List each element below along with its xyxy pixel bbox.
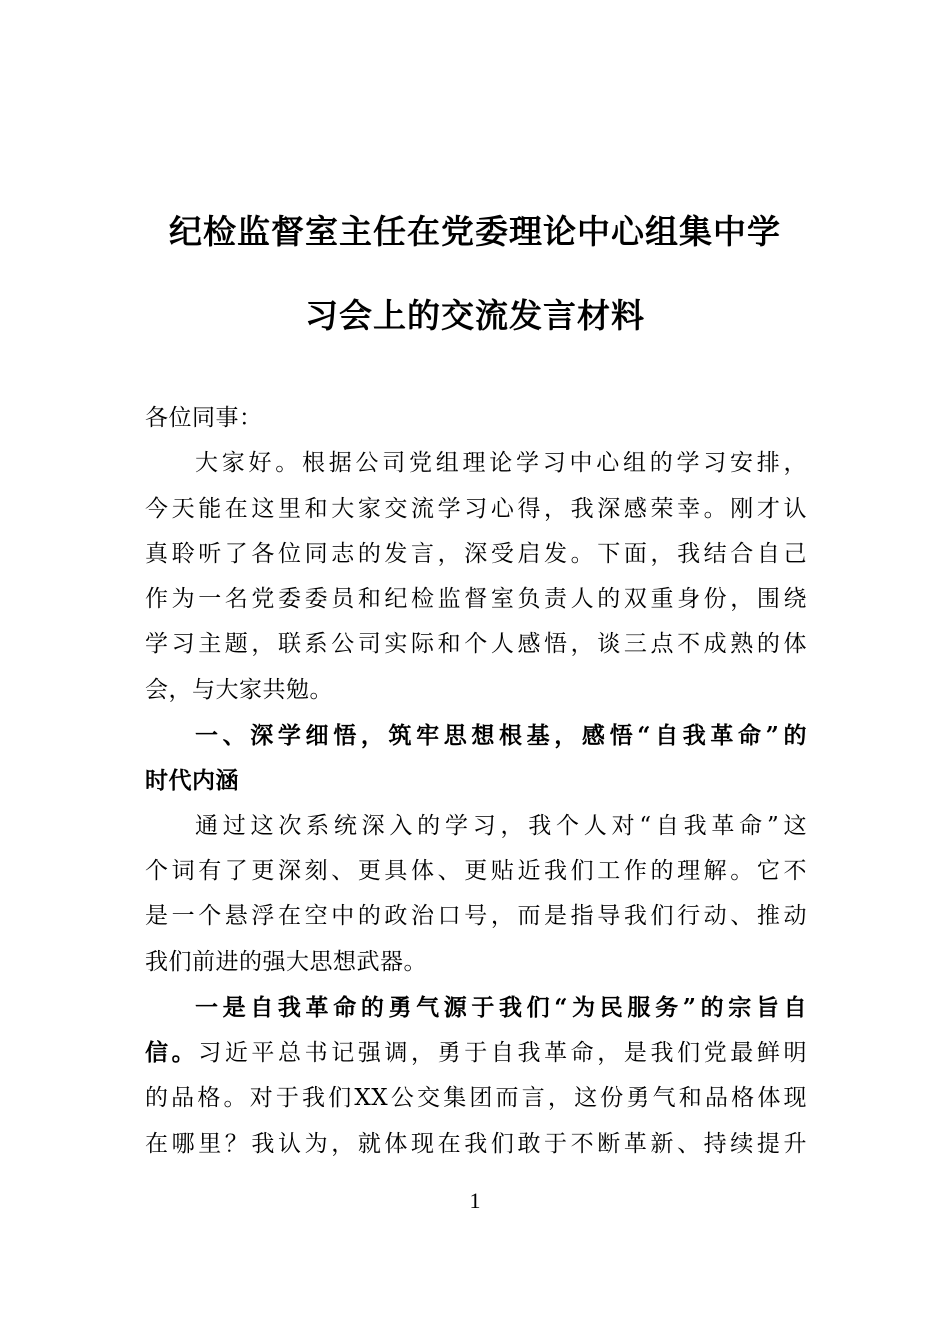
section-heading-1-line-2: 时代内涵 (145, 767, 239, 795)
paragraph-3-line-1: 一是自我革命的勇气源于我们“为民服务”的宗旨自 (195, 993, 807, 1021)
paragraph-3-line-4: 在哪里？我认为，就体现在我们敢于不断革新、持续提升 (145, 1130, 807, 1157)
paragraph-2-line-2: 个词有了更深刻、更具体、更贴近我们工作的理解。它不 (145, 857, 807, 884)
paragraph-1-line-3: 真聆听了各位同志的发言，深受启发。下面，我结合自己 (145, 540, 807, 567)
paragraph-1-line-2: 今天能在这里和大家交流学习心得，我深感荣幸。刚才认 (145, 495, 807, 522)
paragraph-2-line-4: 我们前进的强大思想武器。 (145, 948, 427, 975)
page-number: 1 (469, 1188, 481, 1213)
paragraph-2-line-3: 是一个悬浮在空中的政治口号，而是指导我们行动、推动 (145, 903, 807, 930)
paragraph-2-line-1: 通过这次系统深入的学习，我个人对“自我革命”这 (195, 812, 807, 839)
paragraph-3-line-3: 的品格。对于我们XX公交集团而言，这份勇气和品格体现 (145, 1085, 807, 1112)
document-body (145, 396, 807, 1167)
paragraph-3-bold-start: 信。 (145, 1039, 199, 1067)
paragraph-3-line-2-text: 习近平总书记强调，勇于自我革命，是我们党最鲜明 (198, 1040, 808, 1067)
paragraph-1-line-6: 会，与大家共勉。 (145, 676, 333, 703)
title-line-1: 纪检监督室主任在党委理论中心组集中学 (169, 212, 781, 251)
title-line-2: 习会上的交流发言材料 (305, 296, 645, 335)
paragraph-1-line-1: 大家好。根据公司党组理论学习中心组的学习安排， (195, 450, 807, 477)
paragraph-1-line-4: 作为一名党委委员和纪检监督室负责人的双重身份，围绕 (145, 586, 807, 613)
section-heading-1-line-1: 一、深学细悟，筑牢思想根基，感悟“自我革命”的 (195, 722, 807, 750)
paragraph-3-line-2 (145, 1030, 807, 1076)
salutation: 各位同事： (145, 405, 263, 431)
paragraph-1-line-5: 学习主题，联系公司实际和个人感悟，谈三点不成熟的体 (145, 631, 807, 658)
document-title (145, 190, 805, 358)
